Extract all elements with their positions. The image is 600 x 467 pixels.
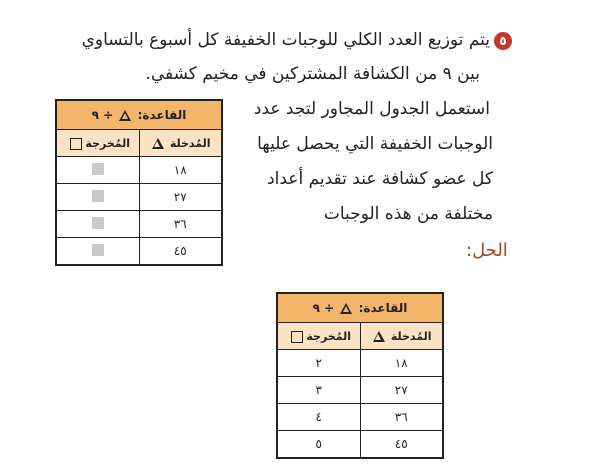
solution-label: الحل: bbox=[466, 240, 508, 261]
table-row: ١٨ bbox=[56, 157, 222, 184]
table-row: ٢٧ ٣ bbox=[277, 377, 443, 404]
blank-answer-box bbox=[92, 163, 104, 175]
triangle-icon bbox=[373, 331, 385, 342]
input-header: المُدخلة bbox=[139, 130, 222, 157]
blank-answer-box bbox=[92, 190, 104, 202]
rule-table-solved bbox=[276, 292, 444, 459]
triangle-icon bbox=[152, 138, 164, 149]
rule-title: القاعدة: ÷ ٩ bbox=[277, 293, 443, 323]
table-row: ٣٦ ٤ bbox=[277, 404, 443, 431]
input-header: المُدخلة bbox=[360, 323, 443, 350]
table-row: ٣٦ bbox=[56, 211, 222, 238]
square-icon bbox=[291, 331, 303, 343]
table-row: ١٨ ٢ bbox=[277, 350, 443, 377]
question-line-3: استعمل الجدول المجاور لتجد عدد bbox=[253, 99, 490, 119]
answer-cell[interactable] bbox=[56, 211, 139, 238]
question-number-badge: ٥ bbox=[494, 32, 512, 50]
question-line-2: بين ٩ من الكشافة المشتركين في مخيم كشفي. bbox=[145, 64, 480, 84]
answer-cell[interactable] bbox=[56, 157, 139, 184]
table-row: ٤٥ ٥ bbox=[277, 431, 443, 459]
rule-table-blank bbox=[55, 99, 223, 266]
blank-answer-box bbox=[92, 217, 104, 229]
triangle-icon bbox=[340, 303, 352, 314]
square-icon bbox=[70, 138, 82, 150]
output-header: المُخرجة bbox=[56, 130, 139, 157]
rule-title: القاعدة: ÷ ٩ bbox=[56, 100, 222, 130]
output-header: المُخرجة bbox=[277, 323, 360, 350]
table-row: ٤٥ bbox=[56, 238, 222, 266]
answer-cell[interactable] bbox=[56, 238, 139, 266]
blank-answer-box bbox=[92, 244, 104, 256]
triangle-icon bbox=[119, 110, 131, 121]
question-line-4: الوجبات الخفيفة التي يحصل عليها bbox=[257, 134, 493, 154]
question-line-5: كل عضو كشافة عند تقديم أعداد bbox=[267, 169, 493, 189]
table-row: ٢٧ bbox=[56, 184, 222, 211]
question-line-6: مختلفة من هذه الوجبات bbox=[323, 204, 493, 224]
answer-cell[interactable] bbox=[56, 184, 139, 211]
question-line-1: يتم توزيع العدد الكلي للوجبات الخفيفة كل أسبوع بالتساوي bbox=[81, 30, 490, 50]
